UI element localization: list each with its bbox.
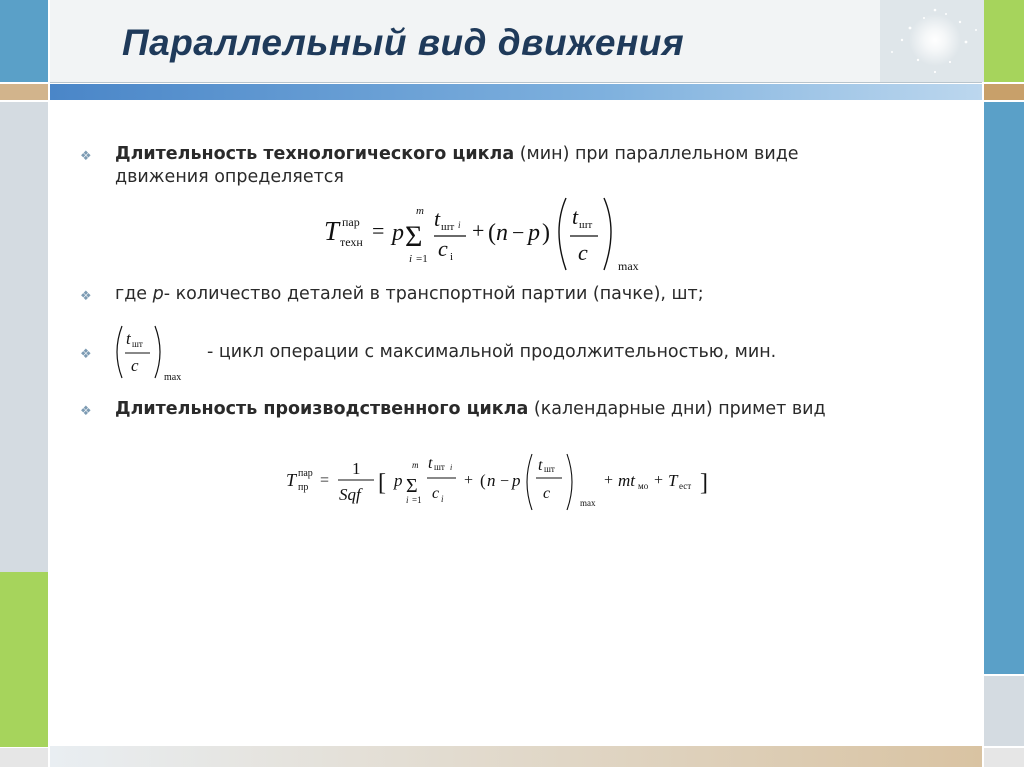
bullet-icon: ❖	[80, 289, 92, 304]
svg-text:Sqf: Sqf	[339, 485, 361, 504]
svg-text:max: max	[164, 372, 182, 383]
sparkle-decoration	[880, 0, 984, 82]
svg-text:(: (	[480, 471, 486, 490]
svg-text:m: m	[412, 460, 419, 470]
svg-text:=1: =1	[416, 253, 428, 265]
bullet-icon: ❖	[80, 347, 92, 362]
svg-text:шт: шт	[132, 339, 143, 349]
right-top-sand-strip	[984, 84, 1024, 100]
svg-text:T: T	[286, 470, 297, 490]
svg-text:мо: мо	[638, 481, 649, 491]
left-mid-gray-block	[0, 102, 48, 572]
svg-text:техн: техн	[340, 235, 363, 249]
bullet-1-bold: Длительность технологического цикла	[115, 144, 515, 164]
svg-text:]: ]	[700, 470, 708, 496]
svg-text:Σ: Σ	[406, 475, 418, 497]
svg-text:max: max	[618, 259, 639, 273]
svg-text:=: =	[320, 472, 330, 489]
bullet-icon: ❖	[80, 149, 92, 164]
svg-text:+: +	[654, 472, 664, 489]
svg-text:пар: пар	[298, 468, 313, 479]
svg-text:n: n	[487, 471, 496, 490]
bullet-4-text	[115, 398, 826, 421]
left-top-sand-strip	[0, 84, 48, 100]
left-bottom-green-block	[0, 572, 48, 747]
svg-text:1: 1	[352, 459, 361, 478]
svg-text:+: +	[472, 218, 485, 243]
svg-text:пр: пр	[298, 482, 309, 493]
svg-text:+: +	[464, 472, 474, 489]
bullet-2-var: p	[152, 284, 164, 304]
bullet-2-prefix: где	[115, 284, 153, 304]
svg-text:=1: =1	[412, 495, 422, 505]
svg-text:(: (	[488, 220, 496, 246]
svg-text:t: t	[538, 457, 543, 474]
svg-text:c: c	[432, 485, 440, 502]
bullet-1-rest: (мин) при параллельном виде	[514, 144, 799, 164]
right-bottom-gray-block	[984, 676, 1024, 746]
svg-text:p: p	[512, 471, 521, 490]
bullet-3-text: - цикл операции с максимальной продолжительностью, мин.	[207, 342, 777, 362]
svg-text:−: −	[500, 473, 510, 490]
bullet-4-bold: Длительность производственного цикла	[115, 399, 529, 419]
formula-technological-cycle	[320, 192, 660, 278]
page-title: Параллельный вид движения	[122, 22, 685, 63]
bullet-1-text	[115, 143, 799, 189]
svg-text:ест: ест	[679, 481, 692, 491]
svg-text:пар: пар	[342, 215, 360, 229]
bullet-4-rest: (календарные дни) примет вид	[528, 399, 826, 419]
right-mid-teal-block	[984, 102, 1024, 674]
svg-text:p: p	[528, 220, 540, 246]
formula-max-operation-cycle	[110, 322, 194, 384]
svg-text:c: c	[131, 356, 139, 375]
bullet-2-text	[115, 283, 704, 306]
svg-text:t: t	[126, 329, 131, 348]
svg-text:−: −	[512, 220, 525, 245]
svg-text:n: n	[496, 220, 508, 246]
footer-strip	[50, 746, 982, 767]
svg-text:max: max	[580, 498, 596, 508]
left-bottom-strip	[0, 748, 48, 767]
svg-text:Σ: Σ	[405, 220, 423, 253]
svg-text:шт: шт	[544, 464, 555, 474]
svg-text:c: c	[543, 485, 551, 502]
svg-text:i: i	[441, 494, 444, 504]
svg-text:): )	[542, 220, 550, 246]
svg-text:шт: шт	[579, 219, 593, 231]
svg-text:t: t	[434, 206, 441, 231]
bullet-icon: ❖	[80, 404, 92, 419]
bullet-1-line2: движения определяется	[115, 166, 344, 187]
svg-text:mt: mt	[618, 471, 635, 490]
svg-text:t: t	[572, 204, 579, 229]
svg-text:i: i	[458, 220, 461, 230]
svg-text:[: [	[378, 470, 386, 496]
svg-text:шт: шт	[434, 462, 445, 472]
svg-text:i: i	[406, 495, 409, 505]
formula-production-cycle	[282, 446, 732, 514]
svg-text:c: c	[578, 240, 588, 265]
svg-text:+: +	[604, 472, 614, 489]
svg-text:i: i	[409, 253, 413, 265]
svg-text:p: p	[392, 220, 404, 246]
svg-text:T: T	[324, 216, 340, 246]
svg-text:T: T	[668, 471, 678, 490]
svg-text:p: p	[394, 471, 403, 490]
right-top-green-block	[984, 0, 1024, 82]
svg-text:t: t	[428, 455, 433, 472]
svg-text:i: i	[450, 463, 453, 472]
svg-text:шт: шт	[441, 221, 455, 233]
bullet-2-rest: - количество деталей в транспортной партии (пачке), шт;	[163, 284, 704, 304]
left-top-teal-block	[0, 0, 48, 82]
svg-text:i: i	[450, 251, 454, 263]
svg-text:c: c	[438, 236, 448, 261]
svg-text:m: m	[416, 205, 424, 217]
header-gradient-bar	[50, 84, 982, 100]
right-bottom-strip	[984, 748, 1024, 767]
svg-text:=: =	[372, 218, 385, 243]
